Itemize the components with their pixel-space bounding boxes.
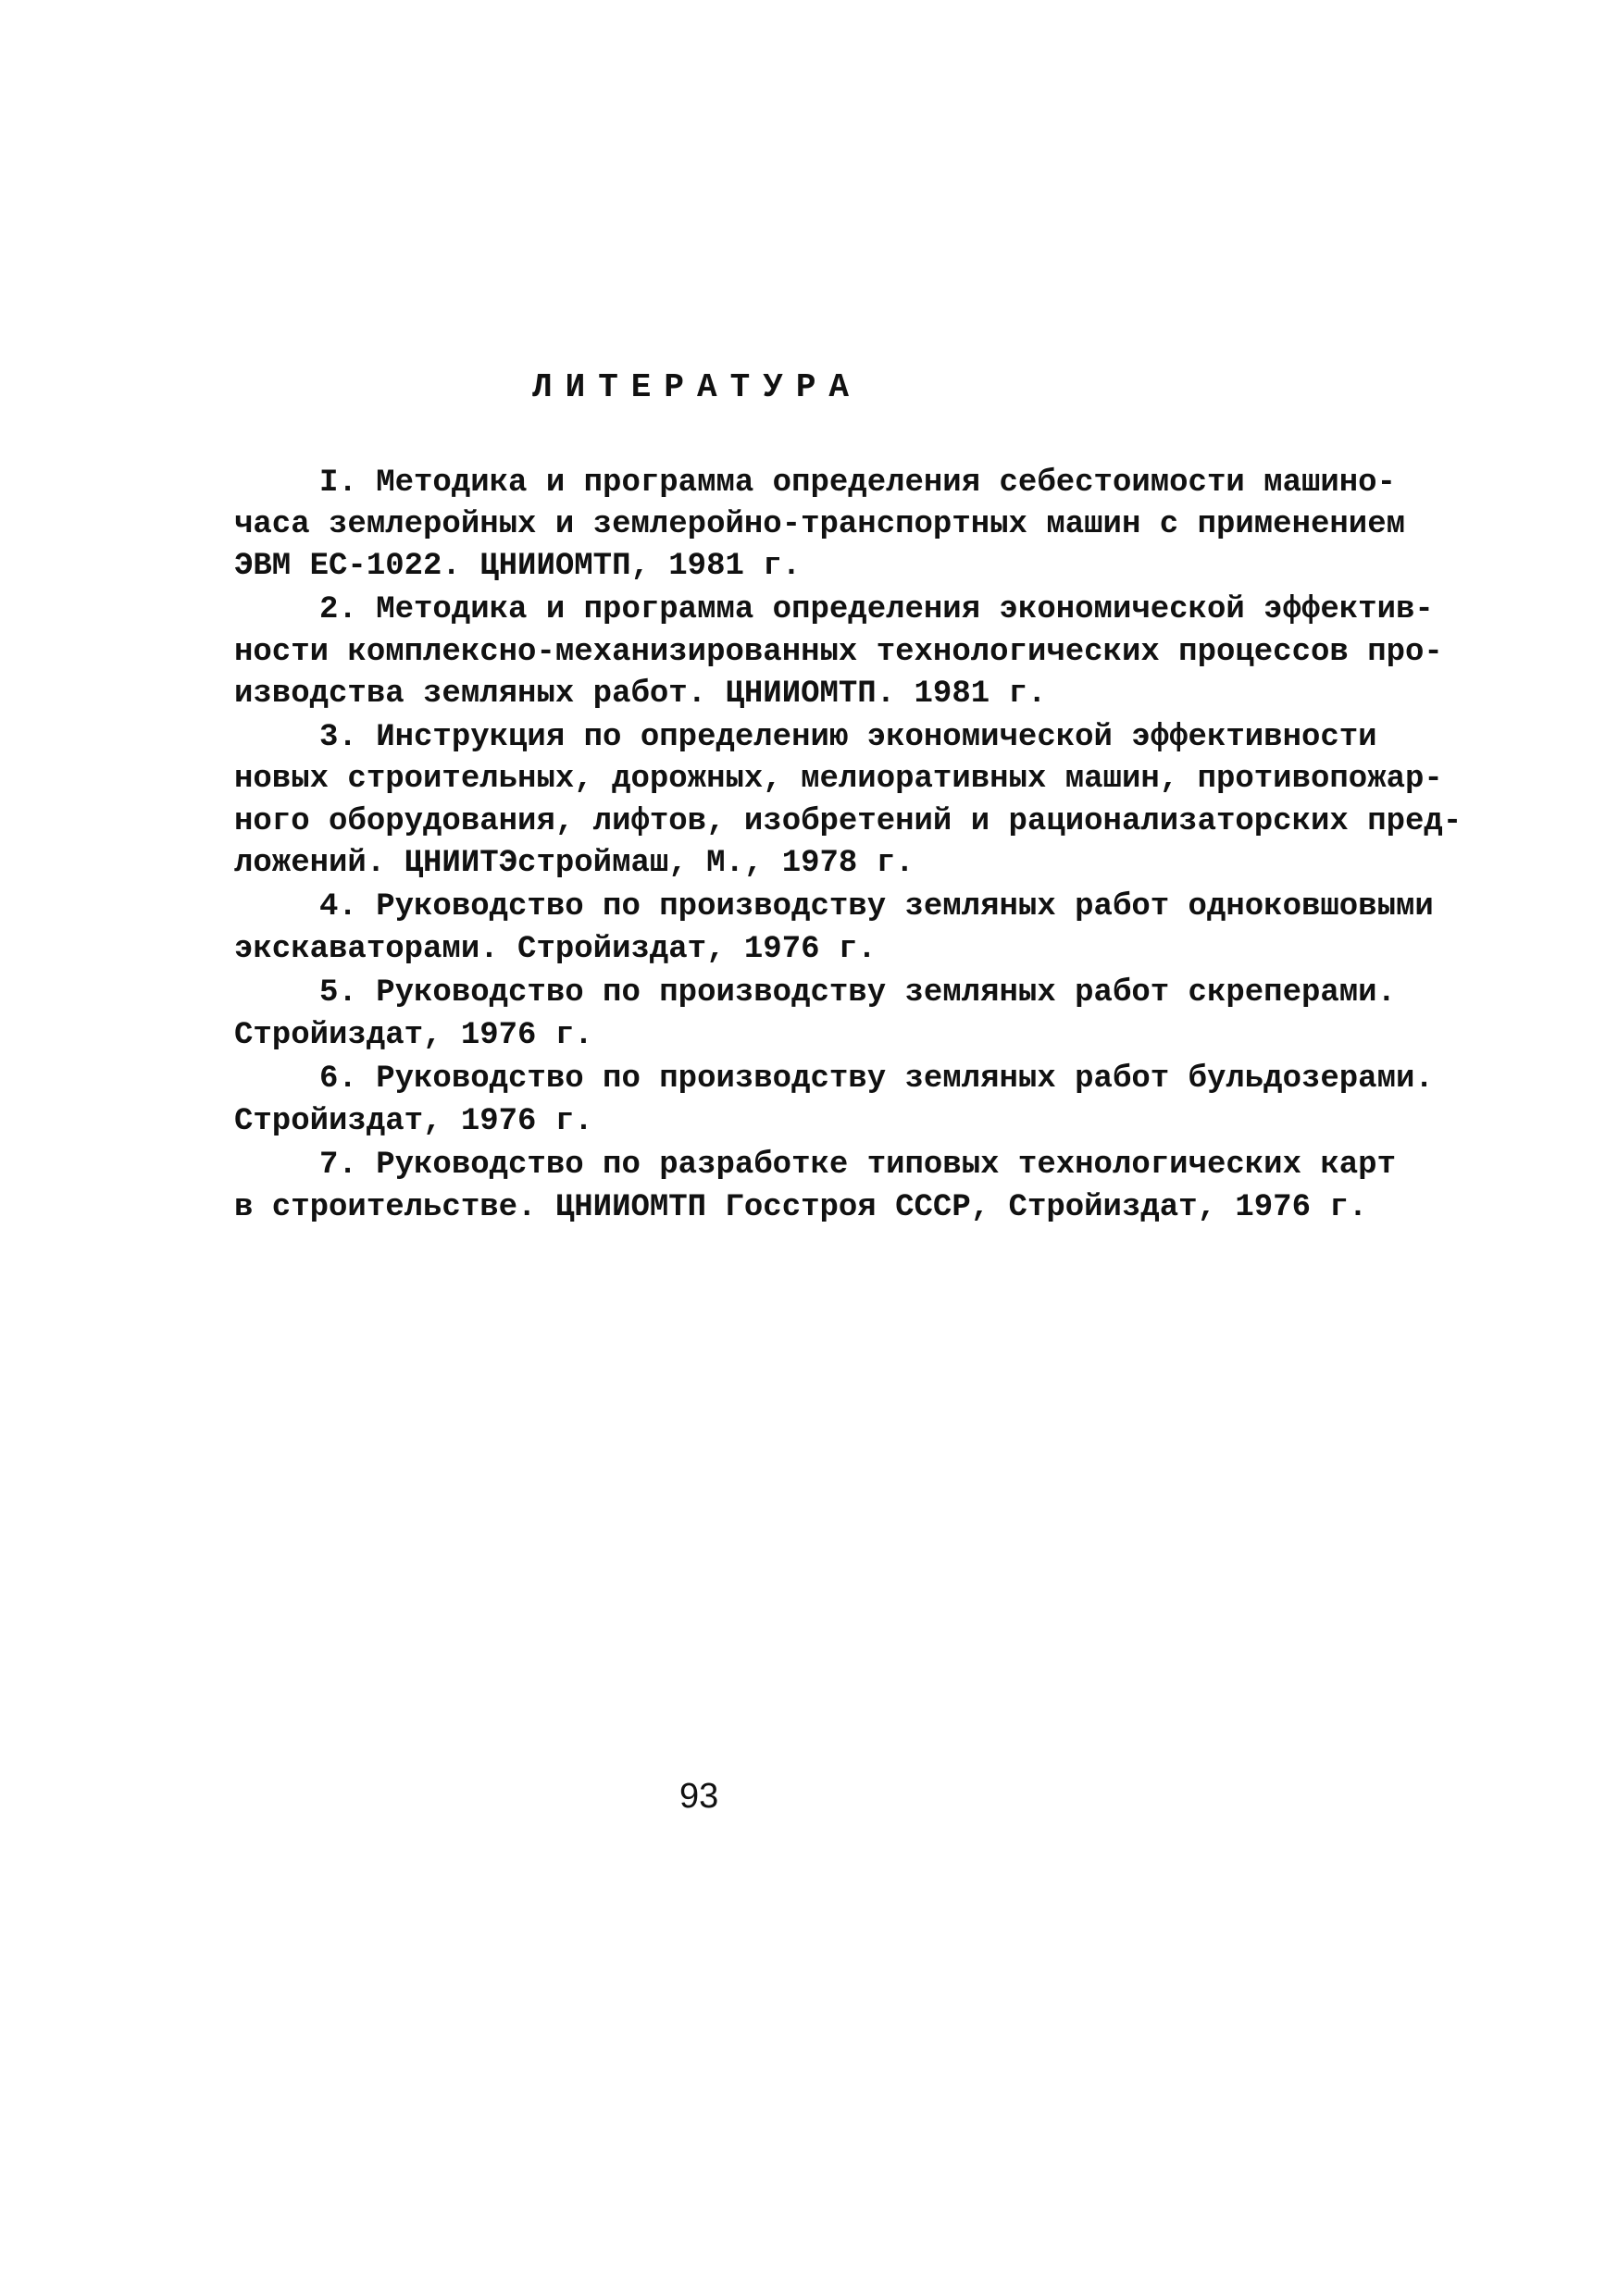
reference-6-line-1: 6. Руководство по производству земляных работ бульдозерами.	[319, 1061, 1434, 1097]
reference-2-line-2: ности комплексно-механизированных технологических процессов про-	[234, 635, 1443, 670]
reference-4-line-1: 4. Руководство по производству земляных работ одноковшовыми	[319, 889, 1434, 925]
reference-3-line-1: 3. Инструкция по определению экономической эффективности	[319, 720, 1377, 755]
reference-1-line-1: I. Методика и программа определения себестоимости машино-	[319, 465, 1396, 501]
page-title: ЛИТЕРАТУРА	[532, 368, 863, 406]
reference-2-line-3: изводства земляных работ. ЦНИИОМТП. 1981 г.	[234, 676, 1047, 712]
reference-1-line-2: часа землеройных и землеройно-транспортных машин с применением	[234, 507, 1406, 542]
reference-3-line-2: новых строительных, дорожных, мелиоративных машин, противопожар-	[234, 762, 1443, 797]
reference-3-line-3: ного оборудования, лифтов, изобретений и рационализаторских пред-	[234, 804, 1462, 839]
reference-6-line-2: Стройиздат, 1976 г.	[234, 1104, 593, 1139]
reference-7-line-2: в строительстве. ЦНИИОМТП Госстроя СССР, Стройиздат, 1976 г.	[234, 1190, 1368, 1225]
reference-2-line-1: 2. Методика и программа определения экономической эффектив-	[319, 592, 1434, 627]
page-number: 93	[679, 1777, 719, 1816]
reference-1-line-3: ЭВМ ЕС-1022. ЦНИИОМТП, 1981 г.	[234, 549, 802, 584]
reference-7-line-1: 7. Руководство по разработке типовых технологических карт	[319, 1148, 1396, 1183]
reference-4-line-2: экскаваторами. Стройиздат, 1976 г.	[234, 932, 877, 967]
reference-5-line-1: 5. Руководство по производству земляных работ скреперами.	[319, 975, 1396, 1011]
reference-5-line-2: Стройиздат, 1976 г.	[234, 1018, 593, 1053]
reference-3-line-4: ложений. ЦНИИТЭстроймаш, М., 1978 г.	[234, 846, 915, 881]
